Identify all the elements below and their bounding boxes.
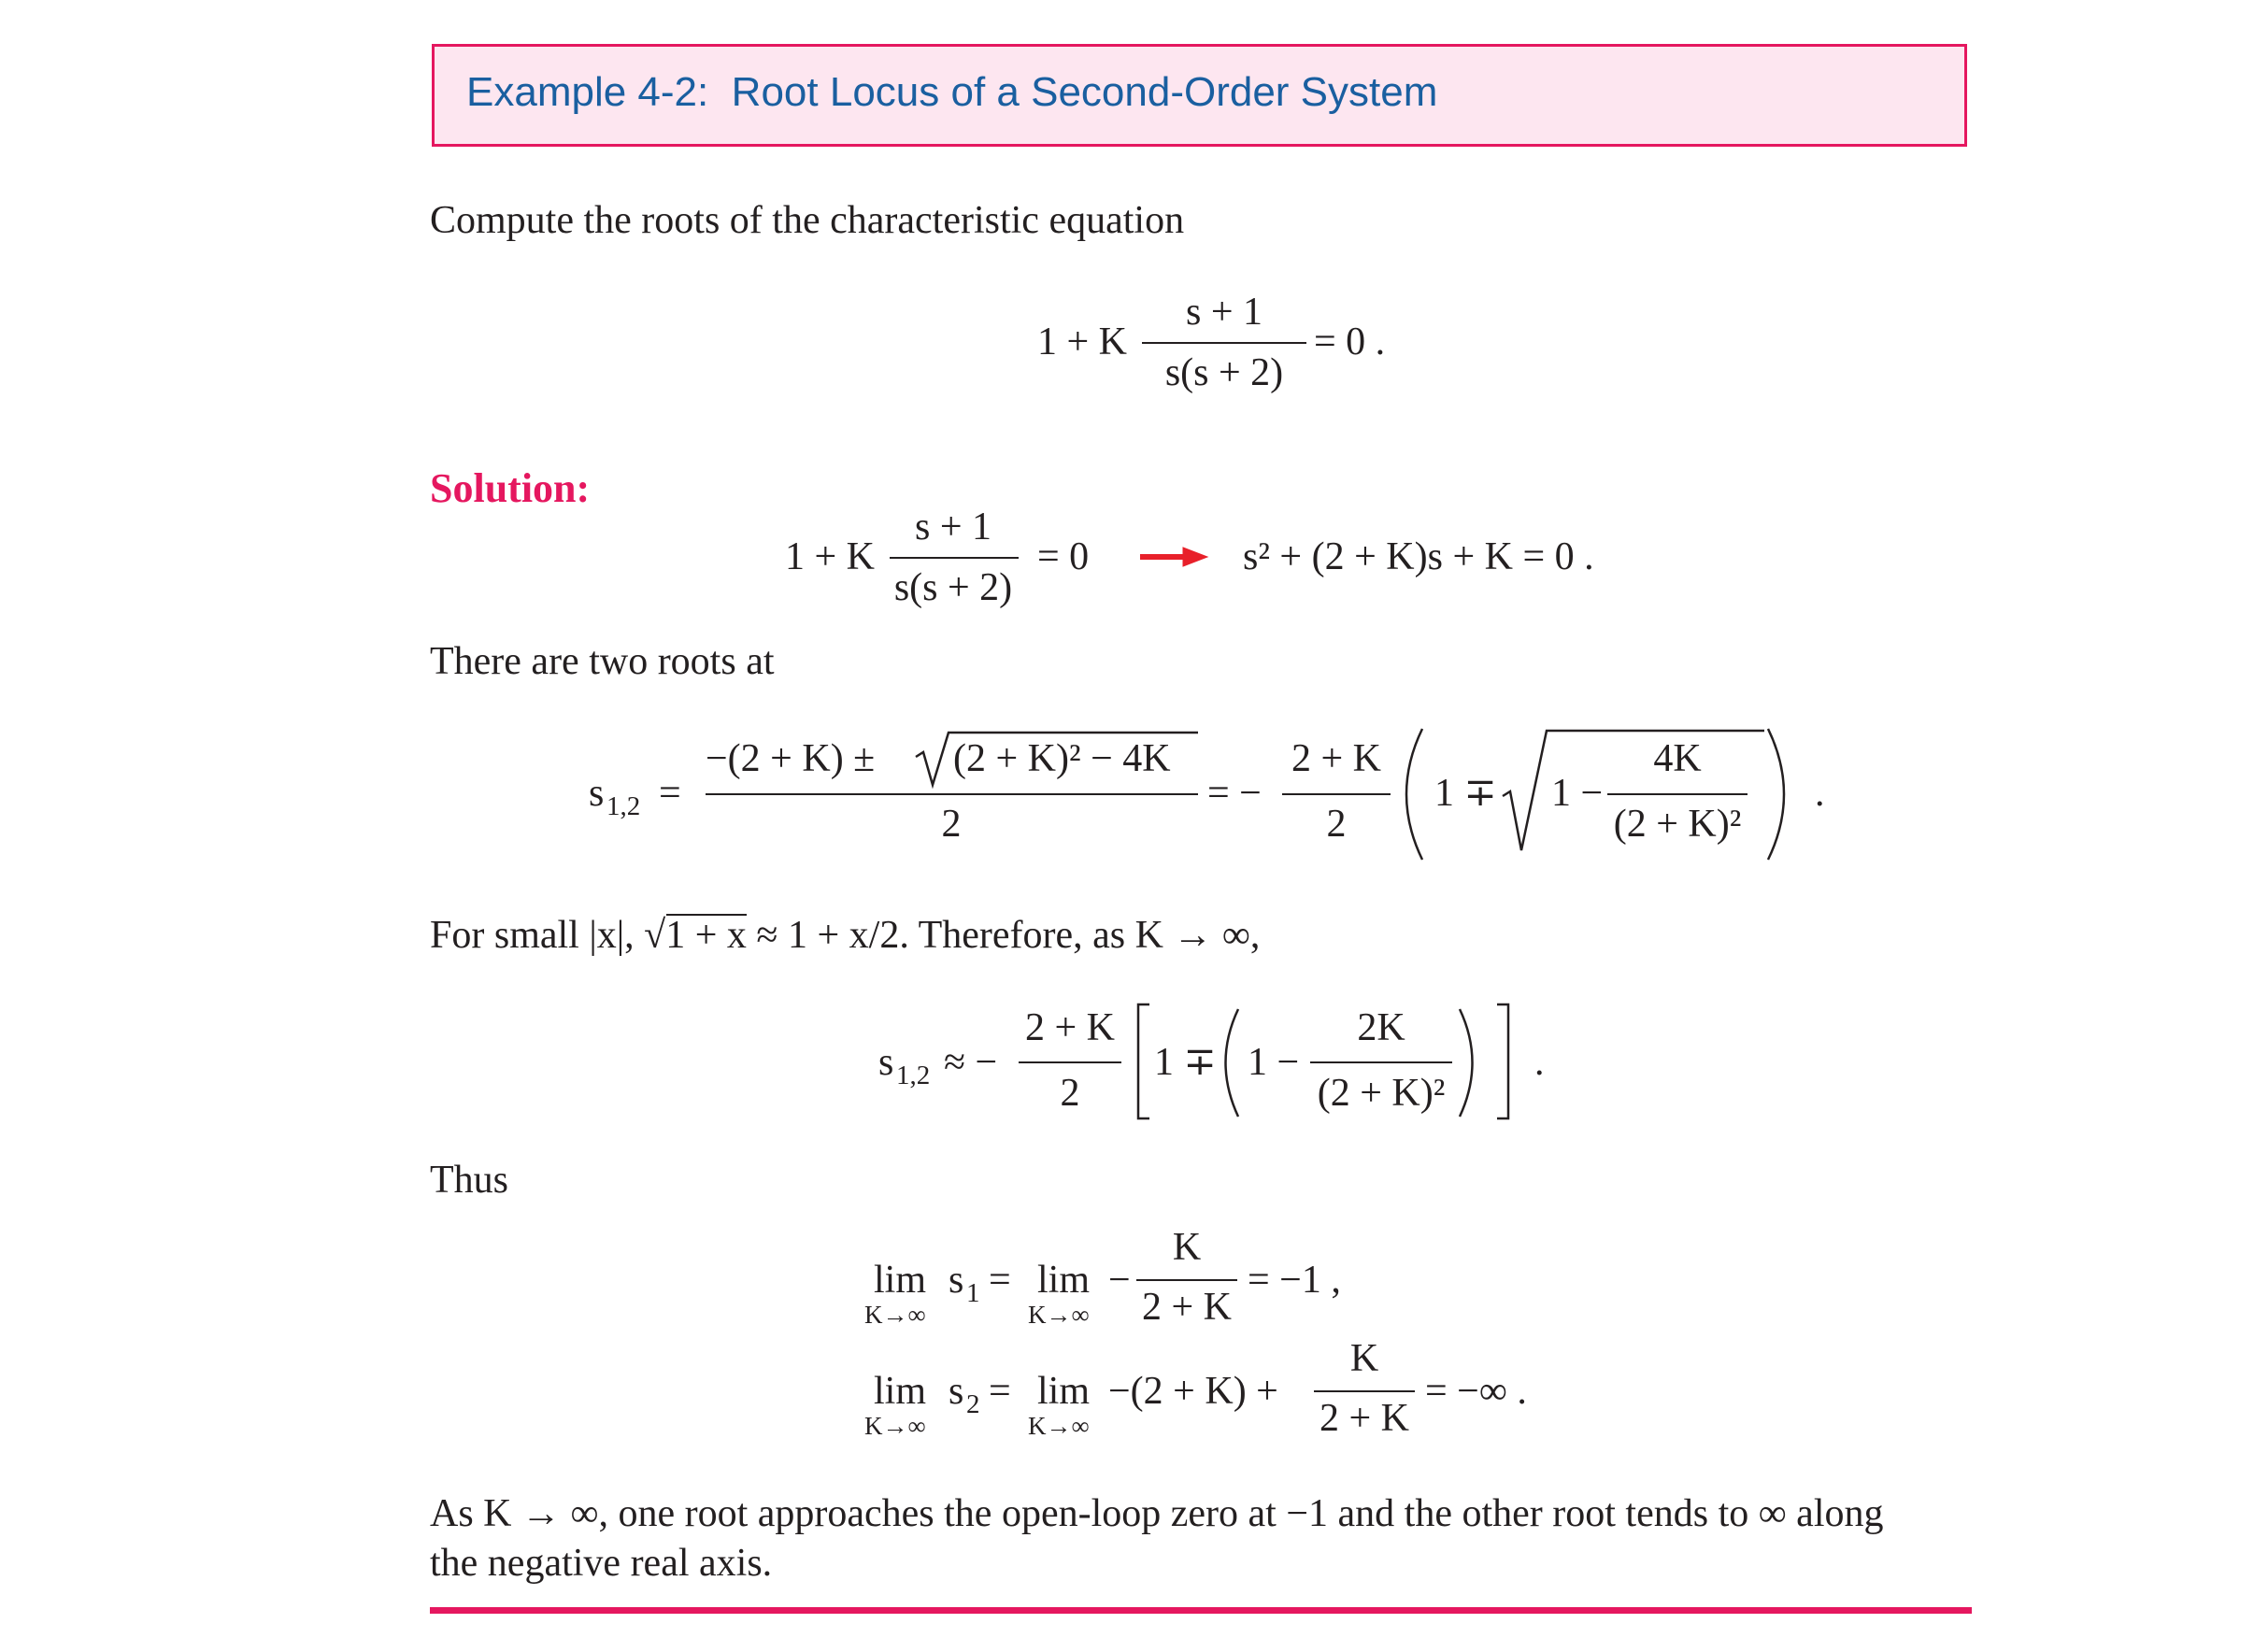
lim1-sub-right: K→∞	[1028, 1301, 1090, 1329]
intro-text: Compute the roots of the characteristic equation	[430, 199, 1185, 242]
roots-num-part: −(2 + K) ±	[706, 737, 876, 780]
char-eq-numerator: s + 1	[1185, 291, 1263, 334]
conclusion-line-1: As K → ∞, one root approaches the open-loop zero at −1 and the other root tends to ∞ along	[430, 1492, 1884, 1535]
lim2-term: −(2 + K) +	[1108, 1370, 1278, 1413]
roots-right-paren	[1768, 729, 1784, 860]
bottom-divider	[430, 1607, 1972, 1614]
lim2-lim: lim	[874, 1370, 927, 1413]
roots-frac2-num: 2 + K	[1291, 737, 1382, 780]
lim1-den: 2 + K	[1141, 1286, 1233, 1329]
char-eq-denominator: s(s + 2)	[1164, 351, 1284, 394]
approx-right-paren	[1460, 1009, 1473, 1117]
roots-period: .	[1815, 772, 1825, 815]
two-roots-text: There are two roots at	[430, 640, 775, 683]
roots-radicand: (2 + K)² − 4K	[953, 737, 1171, 780]
approx-frac2-den: (2 + K)²	[1317, 1072, 1446, 1115]
roots-lhs: s	[589, 772, 605, 815]
approx-sign: ≈ −	[944, 1041, 998, 1084]
char-eq-lhs: 1 + K	[1037, 320, 1128, 363]
lim2-eq: =	[989, 1370, 1011, 1413]
lim1-lim-right: lim	[1037, 1259, 1091, 1302]
lim2-s-sub: 2	[966, 1389, 980, 1419]
lim1-num: K	[1172, 1226, 1202, 1269]
small-x-suffix: 1 + x/2. Therefore, as K → ∞,	[777, 914, 1261, 957]
small-x-text	[430, 911, 1260, 961]
example-title: Example 4-2: Root Locus of a Second-Order System	[466, 69, 1438, 115]
limit-equations	[860, 1224, 1570, 1467]
roots-denominator: 2	[941, 803, 962, 846]
lim2-lim-right: lim	[1037, 1370, 1091, 1413]
lim1-s: s	[949, 1259, 964, 1302]
approx-inner: 1 ∓	[1154, 1041, 1217, 1084]
approx-frac-num: 2 + K	[1024, 1006, 1116, 1049]
sol-eq-rhs: = 0	[1037, 535, 1090, 578]
lim2-num: K	[1349, 1337, 1379, 1380]
roots-frac3-num: 4K	[1653, 737, 1702, 780]
approx-period: .	[1534, 1041, 1545, 1084]
lim1-sub: K→∞	[864, 1301, 926, 1329]
approx-right-bracket	[1497, 1004, 1508, 1118]
lim1-result: = −1 ,	[1248, 1259, 1341, 1302]
inline-sqrt: √ 1 + x	[644, 914, 747, 957]
roots-equation	[579, 719, 1850, 878]
sol-eq-denominator: s(s + 2)	[893, 566, 1013, 609]
conclusion-line-2: the negative real axis.	[430, 1542, 773, 1585]
lim2-sub: K→∞	[864, 1412, 926, 1440]
svg-text:=: =	[659, 772, 681, 815]
example-title-box	[432, 44, 1967, 147]
characteristic-equation	[1028, 280, 1386, 402]
solution-equation	[776, 495, 1663, 626]
approx-inner2: 1 −	[1248, 1041, 1300, 1084]
sol-eq-result: s² + (2 + K)s + K = 0 .	[1243, 535, 1594, 578]
roots-inner: 1 ∓	[1434, 772, 1497, 815]
lim1-eq: =	[989, 1259, 1011, 1302]
thus-text: Thus	[430, 1159, 508, 1202]
approx-left-paren	[1226, 1009, 1239, 1117]
lim2-den: 2 + K	[1319, 1397, 1410, 1440]
char-eq-rhs: = 0 .	[1314, 320, 1386, 363]
lim1-lim: lim	[874, 1259, 927, 1302]
lim2-result: = −∞ .	[1425, 1370, 1527, 1413]
roots-frac2-den: 2	[1326, 803, 1347, 846]
roots-left-paren	[1406, 729, 1422, 860]
approx-left-bracket	[1138, 1004, 1149, 1118]
solution-label: Solution:	[430, 465, 591, 511]
small-x-prefix: For small |x|,	[430, 914, 645, 957]
approx-frac2-num: 2K	[1357, 1006, 1405, 1049]
approx-frac-den: 2	[1060, 1072, 1080, 1115]
inline-approx: ≈	[756, 914, 778, 957]
approx-lhs-sub: 1,2	[896, 1061, 931, 1090]
roots-lhs-sub: 1,2	[606, 791, 641, 821]
sol-eq-numerator: s + 1	[914, 506, 992, 548]
roots-inner2: 1 −	[1551, 772, 1604, 815]
lim2-s: s	[949, 1370, 964, 1413]
roots-frac3-den: (2 + K)²	[1613, 803, 1742, 846]
sol-eq-lhs: 1 + K	[785, 535, 876, 578]
lim1-s-sub: 1	[966, 1278, 980, 1308]
roots-eq2: = −	[1207, 772, 1262, 815]
approx-lhs: s	[878, 1041, 894, 1084]
lim1-minus: −	[1108, 1259, 1131, 1302]
lim2-sub-right: K→∞	[1028, 1412, 1090, 1440]
inline-sqrt-content: 1 + x	[665, 914, 747, 957]
approximation-equation	[869, 995, 1579, 1145]
red-arrow-icon	[1140, 548, 1207, 566]
